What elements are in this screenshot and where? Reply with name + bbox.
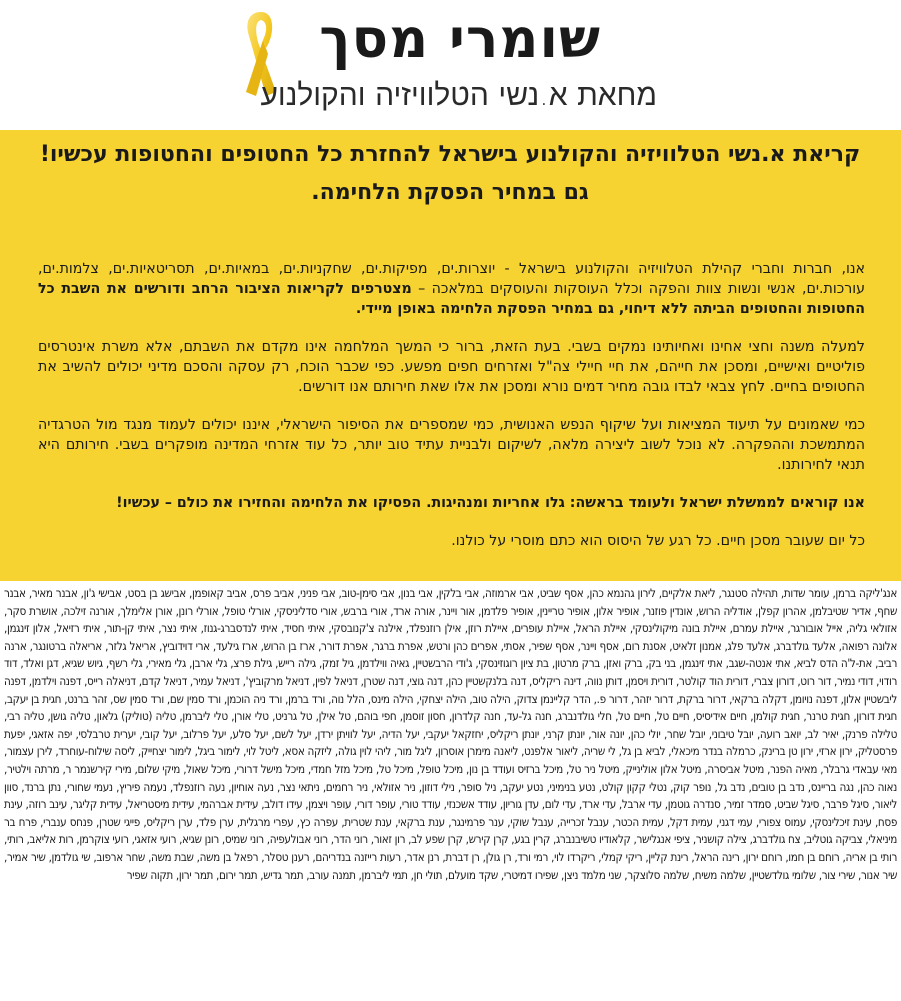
page-header (0, 0, 901, 130)
paragraph-1-text: אנו, חברות וחברי קהילת הטלוויזיה והקולנוע בישראל - יוצרות.ים, מפיקות.ים, שחקניות.ים, במאיות.ים, תסריטאיות.ים, צלמות.ים, עורכות.ים, אנשי ונשות צוות והפקה וכלל העוסקות והעוסקים במלאכה – (38, 261, 866, 297)
headline-line-1: קריאת א.נשי הטלוויזיה והקולנוע בישראל להחזרת כל החטופים והחטופות עכשיו! (39, 142, 861, 167)
signatories-list: אנג'ליקה ברמן, עומר שדות, תהילה סטנגר, ליאת אלקיים, לירון גהנמא כהן, אסף שביט, אבי ארמוזה, אבי בלקין, אבי בנון, אבי סימן-טוב, אבי פניני, אביב פרס, אביב קאופמן, אבישג בן בסט, אבישי ג'ון, אבנר מאיר, אבנר שחף, אדיר שטיבלמן, אהרון קפלן, אודליה הרוש, אונדין פוזנר, אופיר אלון, אופיר טריינין, אופיר פלדמן, אור ויינר, אורה ארד, אורי ברבש, אורי סדליניסקי, אורלי טופל, אורלי רונן, אורן אלימלך, אורנה זילכה, אושרת סקר, אזולאי גליה, אייל אובורגר, איילת עמרם, איילת בונה מיקולינסקי, איילת הראל, איילת עופרים, איילת רוזן, אילן רוזנפלד, אילנה צ'קנובסקי, איתי חסיד, איתי לנדסברג-גנוז, איתי נצר, איתי קן-תור, איתי רזיאל, אלון זינגמן, אלונה רפואה, אלעד גולדברג, אלעד פלג, אמנון זלאיט, אסנת רום, אסף ויינר, אסף שפיר, אסתי, אפרים כהן ורטש, אפרת ברגר, אפרת דורר, ארז בן הרוש, ארז גילעד, ארי דוידוביץ, אריאל גלזר, אריאלה ברטונגר, ארנה רביב, את-ל'ה הדס לביא, אתי אנטה-שגב, אתי זינגמן, בני בק, ברק ואזן, ברק מרטון, בת ציון רוגוזינסקי, ג'ודי הרבשטיין, גאיה ווילדמן, גיל זמק, גילה רייש, גילת פרצ, גלי ארבן, גלי מאירי, גלי רשף, גיוש שגיא, דגן ואלד, דוד רודוי, דודי נמיר, דור רוט, דורון צברי, דורית הוד קולטר, דורית ויסמן, דותן נווה, דינה ריקליס, דנה בלנקשטיין כהן, דנה גוצי, דנה שטרן, דניאל לפין, דניאל מרקוביץ', דניאל עמיר, דניאל קדם, דניאלה רייס, דפנה וילדמן, דפנה ליבשטיין אלון, דפנה נויומן, דקלה ברקאי, דרור ברקת, דרור יזהר, דרור פ., הדר קליינמן צדוק, הילה טוב, הילה יצחקי, הילה מינס, הלל נוה, ורד ברמן, ורד ניה הוכמן, ורד סמין שם, ורד סמין שס, זהר ברנט, חגית בן יעקב, חגית דורון, חגית טרנר, חגית קולמן, חיים אידיסיס, חיים טל, חיים טל, חלי גולדנברג, חנה גל-עד, חנה קלדרון, חסון זוסמן, חפי בוהם, טל אילן, טל גרניט, טלי אורן, טלי ליברמן, טליה (טוליק) גלאון, טליה גושן, טליה רבי, טלילה פרנק, יאיר לב, יואב רועה, יובל טיבוני, יובל שחר, יולי כהן, יונה אור, יונתן קרני, יונתן ריקליס, יחזקאל יעקבי, יעל הדיה, יעל לוויתן ירדן, יעל לשם, יעל סלע, יעל פרלוב, יעל קובי, יערית טרבלסי, יפה אזאגי, יפעת פרסטליק, ירון ארזי, ירון טן ברינק, כרמלה בנדר מיכאלי, לביא בן גל, לי שריה, ליאור אלפנט, ליאנה מימרן אוסרון, ליגל מור, ליהי לוין גולה, ליזקה אסא, ליטל לוי, לימור ביגל, לימור יצחייק, ליסה שילוח-עוחרד, לירן עצמור, מאי עבאדי גרבלר, מאיה הפנר, מיטל אביסרה, מיטל אלון אולינייק, מיטל ניר טל, מיכל ברזיס ועודד בן נון, מיכל טופל, מיכל טל, מיכל מזל חמדי, מיכל מישל דרורי, מיכל שאול, מיקי שלום, מירי קירשנמר ר, מרתה וילטיר, נאוה כהן, נגה בריינס, נדב בן טובים, נדב גל, נופר קוק, נטלי קקון קולט, נטע בנימיני, נטע יעקב, ניל סופר, נילי דוזון, ניר אזולאי, ניר רחמים, ניתאי נצר, נעה אוחיון, נעה רוזנפלד, נעמה פיריץ, נעמי שחורי, נתן ברנד, סוון ליאור, סיגל פרבר, סיגל שביט, סמדר זמיר, סנדרה גוטמן, עדי ארבל, עדי ארד, עדי לום, עדן גוריון, עודד אשכנזי, עודד טורי, עופר דורי, עופר ויצמן, עידו דולב, עידית אברהמי, עידית מיסטריאל, עידית קליגר, עינב רוזה, עינת פסח, עינת זיכלינסקי, עמוס צפורי, עמי דגני, עמית דקל, עמית הכטר, ענבל זכרייה, ענבל שוקי, ענר פרמינגר, ענת ברקאי, ענת שטרית, עפרה כץ, עפרי מרגלית, ערן פלד, ערן ריקליס, פייגי שטרן, פנחס ענברי, פרח בר מיניאלי, צביקה גוטליב, צח גולדברג, צילה קושניר, ציפי אנגלישר, קלאודיו טשיבנברג, קרין בגע, קרן קירש, קרן שפע לב, רון זאור, רוני הדר, רוני אבולעפיה, רוני שמיס, רונן שגיא, רועי אזאגי, רועי צוקרמן, רות אליאב, רותי, רותי בן אריה, רוחם בן חמו, רוחם ירון, רינה הראל, רינת קליין, ריקי קמלי, ריקרדו לוי, רמי ורד, רן גולן, רן דברת, רנן אדר, רעות רייזנה בנדריהם, רענן טסלר, רפאל בן משה, שבת משה, שחר ארפוב, שי גולדמן, שיר אמיר, שיר אנור, שירי צור, שלומי גולדשטיין, שלמה משיח, שלמה סלוצקר, שני מלמד ניצן, שפירו דמיטרי, שקד מועלם, תולי חן, תמי ליברמן, תמנה עורב, תמר גדיש, תמר ירום, תמר ירון, תקוה שפיר (4, 586, 897, 882)
brand-subtitle: מחאת א.נשי הטלוויזיה והקולנוע (260, 78, 657, 113)
paragraph-4 (38, 493, 865, 513)
letter-body (38, 259, 865, 569)
paragraph-3: כמי שאמונים על תיעוד המציאות ועל שיקוף הנפש האנושית, כמי שמספרים את הסיפור הישראלי, איננו יכולים לעמוד מנגד מול הטרגדיה המתמשכת וההפקרה. לא נוכל לשוב ליצירה מלאה, לשיקום ולבניית עתיד טוב יותר, כל עוד אזרחי המדינה מופקרים בשבי. חירותם היא תנאי לחירותנו. (38, 417, 865, 473)
headline-line-2: גם במחיר הפסקת הלחימה. (311, 180, 589, 205)
paragraph-1 (38, 259, 865, 319)
paragraph-1-bold: מצטרפים לקריאות הציבור הרחב ודורשים את השבת כל החטופות והחטופים הביתה ללא דיחוי, גם במחיר הפסקת הלחימה באופן מיידי. (38, 281, 865, 317)
letter-headline (30, 136, 870, 212)
brand-title: שומרי מסך (319, 7, 601, 70)
paragraph-2: למעלה משנה וחצי אחינו ואחיותינו נמקים בשבי. בעת הזאת, ברור כי המשך המלחמה אינו מקדם את השבתם, אלא משרת אינטרסים פוליטיים ואישיים, ומסכן את חייהם, את חיי חיילי צה"ל ואזרחים חפים מפשע. כפי שכבר הוכח, רק עסקה והסכם מדיני יכולים להשיב את החטופים בחיים. לחץ צבאי לבדו גובה מחיר דמים נורא ומסכן את אלו שאת חירותם אנו דורשים. (38, 339, 865, 395)
paragraph-5: כל יום שעובר מסכן חיים. כל רגע של היסוס הוא כתם מוסרי על כולנו. (451, 533, 865, 549)
paragraph-4-bold: אנו קוראים לממשלת ישראל ולעומד בראשה: גלו אחריות ומנהיגות. הפסיקו את הלחימה והחזירו את כולם – עכשיו! (116, 495, 865, 511)
